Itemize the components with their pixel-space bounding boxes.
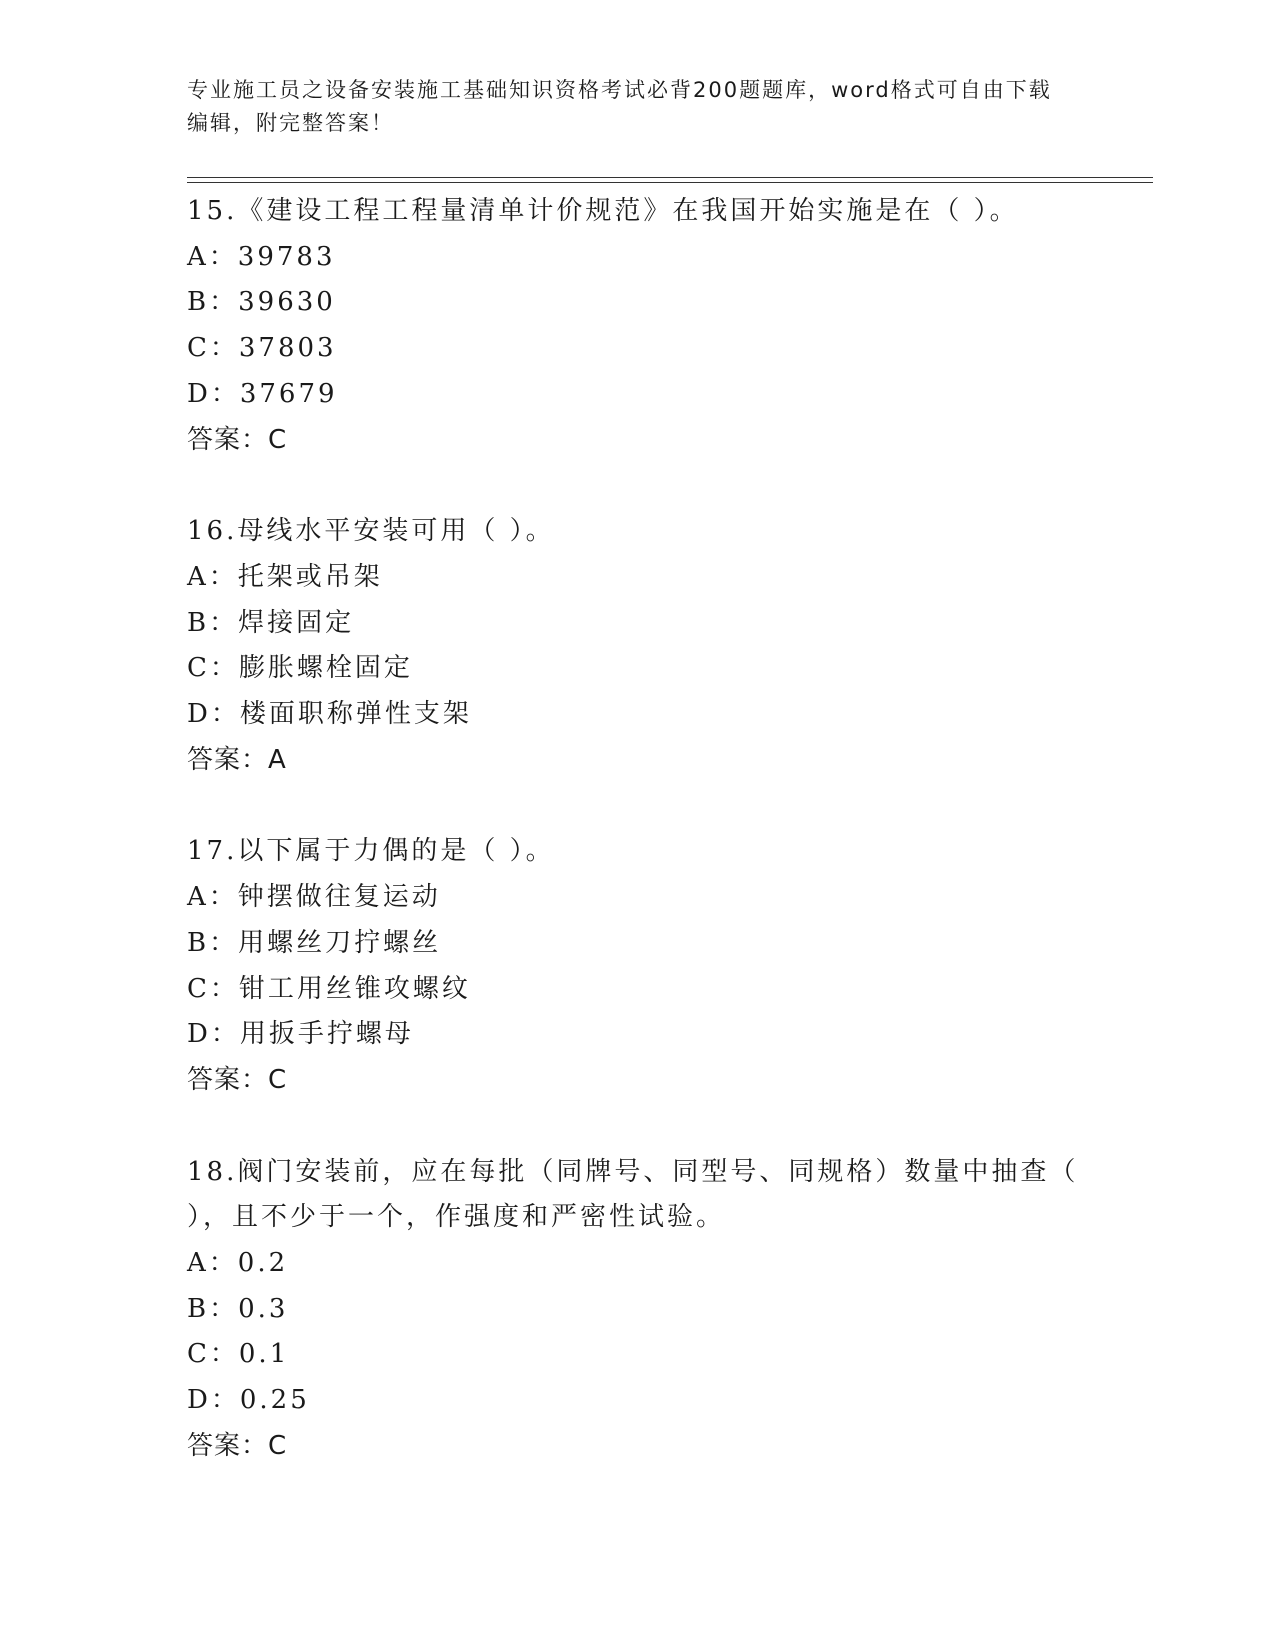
question-18 bbox=[187, 1150, 1087, 1470]
question-stem: 16.母线水平安装可用（ ）。 bbox=[187, 516, 555, 547]
answer: 答案：C bbox=[187, 1430, 288, 1461]
option-c: C：0.1 bbox=[187, 1339, 290, 1370]
option-b: B：用螺丝刀拧螺丝 bbox=[187, 927, 442, 958]
answer: 答案：C bbox=[187, 1064, 288, 1095]
option-a: A：0.2 bbox=[187, 1248, 289, 1279]
document-header: 专业施工员之设备安装施工基础知识资格考试必背200题题库，word格式可自由下载编辑，附完整答案！ bbox=[187, 78, 1052, 135]
question-stem-line-2: ），且不少于一个，作强度和严密性试验。 bbox=[187, 1202, 726, 1233]
option-a: A：39783 bbox=[187, 241, 336, 272]
option-b: B：焊接固定 bbox=[187, 607, 355, 638]
header-divider-top bbox=[187, 177, 1153, 178]
option-d: D：用扳手拧螺母 bbox=[187, 1019, 414, 1050]
option-d: D：0.25 bbox=[187, 1385, 310, 1416]
option-c: C：膨胀螺栓固定 bbox=[187, 653, 413, 684]
header-divider-bottom bbox=[187, 182, 1153, 183]
option-d: D：37679 bbox=[187, 378, 338, 409]
question-16 bbox=[187, 509, 1087, 783]
option-a: A：钟摆做往复运动 bbox=[187, 882, 441, 913]
option-a: A：托架或吊架 bbox=[187, 561, 383, 592]
option-b: B：0.3 bbox=[187, 1293, 289, 1324]
answer: 答案：A bbox=[187, 744, 287, 775]
answer: 答案：C bbox=[187, 424, 288, 455]
question-15 bbox=[187, 189, 1087, 463]
option-b: B：39630 bbox=[187, 287, 336, 318]
question-stem-line-1: 18.阀门安装前，应在每批（同牌号、同型号、同规格）数量中抽查（ bbox=[187, 1156, 1079, 1187]
option-c: C：钳工用丝锥攻螺纹 bbox=[187, 973, 471, 1004]
option-c: C：37803 bbox=[187, 333, 337, 364]
question-list bbox=[187, 189, 1087, 1516]
question-17 bbox=[187, 829, 1087, 1103]
question-stem: 15.《建设工程工程量清单计价规范》在我国开始实施是在（ ）。 bbox=[187, 196, 1019, 226]
question-stem: 17.以下属于力偶的是（ ）。 bbox=[187, 836, 555, 867]
option-d: D：楼面职称弹性支架 bbox=[187, 699, 472, 730]
